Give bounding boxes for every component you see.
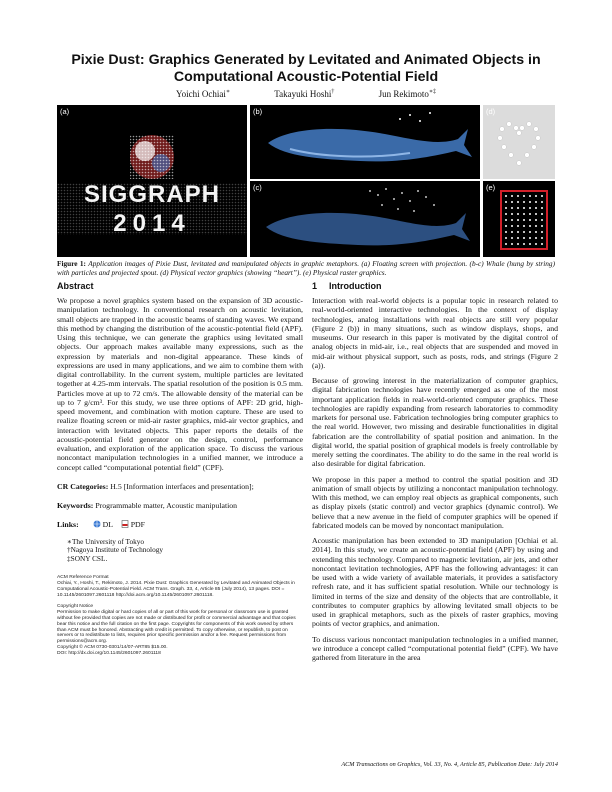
raster-particle bbox=[505, 201, 507, 203]
figure-panel-c bbox=[250, 181, 480, 257]
affiliation: †Nagoya Institute of Technology bbox=[67, 545, 164, 555]
raster-particle bbox=[535, 207, 537, 209]
raster-particle bbox=[529, 231, 531, 233]
teaser-figure bbox=[57, 105, 555, 257]
author-list bbox=[40, 88, 572, 99]
affiliation: ‡SONY CSL. bbox=[67, 553, 108, 563]
links-row: Links: DL PDF bbox=[57, 520, 145, 530]
cr-categories: CR Categories: H.5 [Information interfaces and presentation]; bbox=[57, 481, 254, 491]
raster-particle bbox=[517, 213, 519, 215]
raster-particle bbox=[523, 201, 525, 203]
raster-particle bbox=[535, 213, 537, 215]
affiliations bbox=[67, 538, 303, 564]
raster-particle bbox=[523, 231, 525, 233]
raster-particle bbox=[517, 195, 519, 197]
raster-particle bbox=[511, 225, 513, 227]
raster-particle bbox=[529, 213, 531, 215]
panel-label-d: (d) bbox=[486, 107, 496, 116]
panel-label-c: (c) bbox=[253, 183, 262, 192]
raster-particle bbox=[535, 231, 537, 233]
author: Takayuki Hoshi† bbox=[274, 89, 335, 99]
raster-particle bbox=[505, 231, 507, 233]
panel-label-b: (b) bbox=[253, 107, 263, 116]
siggraph-text: SIGGRAPH bbox=[83, 181, 221, 208]
raster-particle bbox=[511, 195, 513, 197]
raster-particle bbox=[541, 201, 543, 203]
raster-particle bbox=[505, 219, 507, 221]
raster-particle bbox=[529, 201, 531, 203]
raster-particle bbox=[517, 219, 519, 221]
raster-grid-image bbox=[483, 181, 555, 257]
raster-particle bbox=[517, 237, 519, 239]
raster-particle bbox=[505, 195, 507, 197]
raster-particle bbox=[511, 207, 513, 209]
raster-particle bbox=[505, 225, 507, 227]
caption-text: Application images of Pixie Dust, levitated and manipulated objects in graphic metaphors. (a) Floating screen with projection. (b-c) Whale (hung by string) with particles and projected spout. (d) Physical vector graphics (showing “heart”). (e) Physical raster graphics. bbox=[57, 259, 556, 277]
raster-particle bbox=[535, 237, 537, 239]
panel-label-a: (a) bbox=[60, 107, 70, 116]
raster-particle bbox=[535, 243, 537, 245]
journal-footer: ACM Transactions on Graphics, Vol. 33, No. 4, Article 85, Publication Date: July 2014 bbox=[341, 761, 558, 768]
caption-label: Figure 1: bbox=[57, 259, 86, 268]
paper-title bbox=[40, 52, 572, 86]
keywords: Keywords: Programmable matter, Acoustic manipulation bbox=[57, 501, 238, 510]
raster-particle bbox=[529, 237, 531, 239]
figure-panel-a bbox=[57, 105, 247, 257]
raster-particle bbox=[541, 237, 543, 239]
raster-particle bbox=[541, 219, 543, 221]
raster-particle bbox=[541, 225, 543, 227]
raster-particle bbox=[505, 213, 507, 215]
whale-particles-image bbox=[250, 181, 480, 257]
raster-particle bbox=[511, 213, 513, 215]
intro-paragraph: Because of growing interest in the materialization of computer graphics, digital fabrication technologies have recently emerged as one of the most important application fields in real-world-oriented computer graphics. These technologies are rapidly expanding from research laboratories to commodity markets for personal use. Fabrication technologies bring computer graphics to the real world. However, two missing and desirable functionalities in digital fabrication are the controllability of spatial position and animation. In the digital world, the spatial position of graphical models is freely controllable by merely setting the coordinates. The ability to do the same in the real world is also desirable for digital fabrication. bbox=[312, 376, 558, 469]
raster-particle bbox=[541, 207, 543, 209]
dl-link[interactable]: DL bbox=[102, 520, 113, 530]
raster-particle bbox=[517, 243, 519, 245]
panel-label-e: (e) bbox=[486, 183, 496, 192]
dl-globe-icon bbox=[93, 520, 101, 528]
year-text: 2014 bbox=[113, 210, 191, 237]
raster-particle bbox=[529, 219, 531, 221]
raster-particle bbox=[505, 237, 507, 239]
raster-particle bbox=[523, 213, 525, 215]
raster-particle bbox=[523, 243, 525, 245]
raster-particle bbox=[517, 225, 519, 227]
raster-particle bbox=[517, 231, 519, 233]
affiliation: ∗The University of Tokyo bbox=[67, 536, 145, 546]
whale-image bbox=[250, 105, 480, 179]
raster-particle bbox=[535, 201, 537, 203]
author: Jun Rekimoto∗‡ bbox=[378, 89, 436, 99]
raster-particle bbox=[505, 243, 507, 245]
raster-particle bbox=[505, 207, 507, 209]
raster-particle bbox=[529, 225, 531, 227]
intro-paragraph: Acoustic manipulation has been extended to 3D manipulation [Ochiai et al. 2014]. In this study, we create an acoustic-potential field (APF) by using and extending this technology. Compared to magnetic levitation, air jets, and other noncontact levitation technologies, APF has the following advantages: it can be used with a wide variety of available materials, it provides a satisfactory refresh rate, and it has sufficient spatial resolution. While our technology is limited in terms of the size and density of the objects that are controllable, it contributes to computer graphics by allowing levitated small objects to be used in graphical metaphors, such as the pixels of raster graphics, moving points of vector graphics, and animation. bbox=[312, 536, 558, 629]
raster-particle bbox=[541, 243, 543, 245]
figure-panel-e bbox=[483, 181, 555, 257]
intro-heading: 1 Introduction bbox=[312, 281, 382, 291]
raster-particle bbox=[511, 201, 513, 203]
raster-particle bbox=[517, 207, 519, 209]
raster-particle bbox=[523, 237, 525, 239]
raster-particle bbox=[541, 231, 543, 233]
figure-panel-d bbox=[483, 105, 555, 179]
acm-footer: ACM Reference Format Ochiai, Y., Hoshi, T., Rekimoto, J. 2014. Pixie Dust: Graphics Generated by Levitated and Animated Objects in Computational Acoustic-Potential Field. ACM Trans. Graph. 33, 4, Article 85 (July 2014), 13 pages. DOI = 10.1145/2601097.2601118 http://doi.acm.org/10.1145/2601097.2601118. Copyright Notice Permission to make digital or hard copies of all or part of this work for personal or classroom use is granted without fee provided that copies are not made or distributed for profit or commercial advantage and that copies bear this notice and the full citation on the first page. Copyrights for components of this work owned by others than ACM must be honored. Abstracting with credit is permitted. To copy otherwise, or republish, to post on servers or to redistribute to lists, requires prior specific permission and/or a fee. Request permissions from permissions@acm.org. Copyright © ACM 0730-0301/14/07-ART85 $15.00. DOI: http://dx.doi.org/10.1145/2601097.2601118 bbox=[57, 575, 296, 657]
raster-particle bbox=[511, 231, 513, 233]
pdf-link[interactable]: PDF bbox=[130, 520, 145, 530]
left-column bbox=[57, 281, 303, 663]
abstract-heading: Abstract bbox=[57, 281, 94, 291]
raster-particle bbox=[511, 219, 513, 221]
right-column bbox=[312, 281, 558, 668]
figure-caption bbox=[57, 260, 555, 278]
title-line-2: Computational Acoustic-Potential Field bbox=[173, 69, 439, 85]
raster-particle bbox=[541, 195, 543, 197]
heart-particles-image bbox=[483, 105, 555, 179]
raster-particle bbox=[523, 195, 525, 197]
pdf-file-icon bbox=[121, 520, 129, 528]
abstract-text: We propose a novel graphics system based on the expansion of 3D acoustic-manipulation technology. In conventional research on acoustic levitation, small objects are trapped in the acoustic beams of standing waves. We expand this method by changing the distribution of the acoustic-potential field (APF). Using this technique, we can generate the graphics using levitated small objects. Our approach makes available many expressions, such as the expression by materials and non-digital appearance. These kinds of expressions are used in many applications, and we aim to combine them with digital controllability. In the current system, multiple particles are levitated together at 4.25-mm intervals. The spatial resolution of the position is 0.5 mm. Particles move at up to 72 cm/s. The allowable density of the material can be up to 7 g/cm³. For this study, we use three options of APF: 2D grid, high-speed movement, and combination with motion capture. These are used to realize floating screen or mid-air raster graphics, mid-air vector graphics, and interaction with levitated objects. This paper reports the details of the acoustic-potential field generator on the design, control, performance evaluation, and exploration of the application space. To discuss the various noncontact manipulation technologies in a unified manner, we introduce a concept called “computational potential field” (CPF). bbox=[57, 296, 303, 472]
raster-particle bbox=[535, 219, 537, 221]
raster-particle bbox=[523, 225, 525, 227]
intro-paragraph: We propose in this paper a method to control the spatial position and 3D animation of small objects by utilizing a noncontact manipulation technology. With this method, we can employ real objects as graphical components, such as display pixels (static control) and vector graphics (dynamic control). We believe that a new avenue in the field of computer graphics will be opened if fabricated models can be moved by noncontact manipulation. bbox=[312, 474, 558, 530]
author: Yoichi Ochiai∗ bbox=[176, 89, 230, 99]
raster-particle bbox=[511, 237, 513, 239]
raster-particle bbox=[523, 207, 525, 209]
raster-particle bbox=[517, 201, 519, 203]
raster-particle bbox=[529, 207, 531, 209]
intro-paragraph: Interaction with real-world objects is a popular topic in research related to real-world-oriented interactive technologies. In the context of display technologies, analog installations with real objects are still very popular (Figure 2 (b)) in many situations, such as window displays, shops, and museums. Our research in this paper is motivated by the digital control of analog objects in mid-air, i.e., real objects that are suspended and moved in mid-air without physical support, such as posts, rods, and strings (Figure 2 (a)). bbox=[312, 296, 558, 370]
raster-particle bbox=[511, 243, 513, 245]
intro-paragraph: To discuss various noncontact manipulation technologies in a unified manner, we introduce a concept called “computational potential field” (CPF). We have gathered from literature in the area bbox=[312, 634, 558, 662]
floating-screen-image bbox=[57, 105, 247, 257]
raster-particle bbox=[535, 225, 537, 227]
title-line-1: Pixie Dust: Graphics Generated by Levitated and Animated Objects in bbox=[71, 52, 541, 68]
raster-particle bbox=[523, 219, 525, 221]
figure-panel-b bbox=[250, 105, 480, 179]
raster-particle bbox=[529, 243, 531, 245]
raster-particle bbox=[535, 195, 537, 197]
raster-particle bbox=[541, 213, 543, 215]
raster-particle bbox=[529, 195, 531, 197]
